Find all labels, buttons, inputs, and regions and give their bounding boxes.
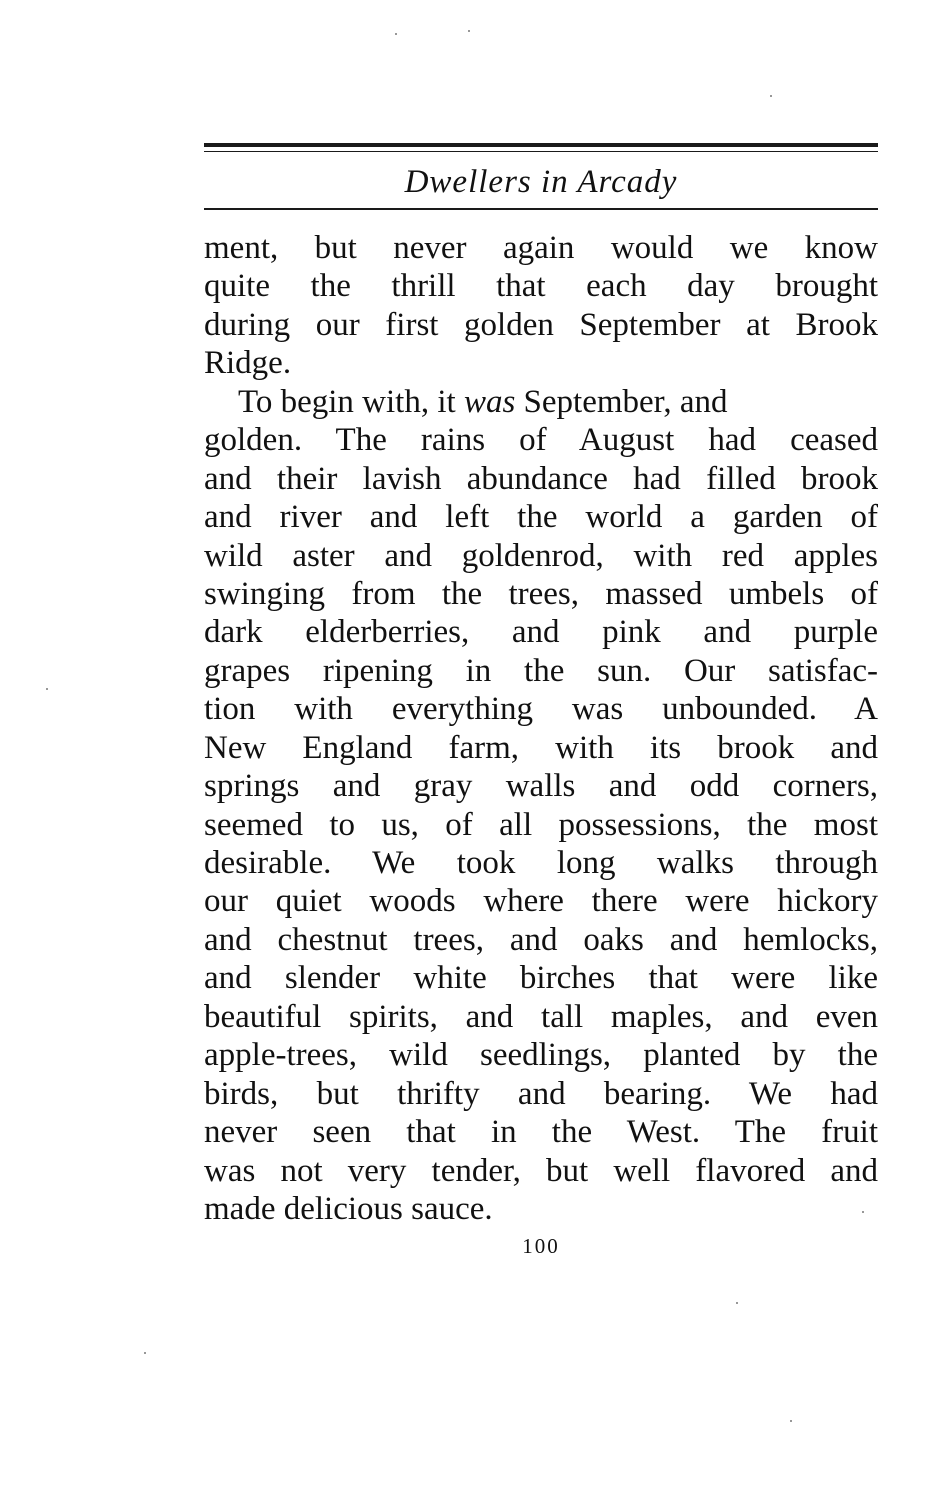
text-line: beautiful spirits, and tall maples, and even [204,998,878,1035]
text-line: birds, but thrifty and bearing. We had [204,1075,878,1112]
text-line: desirable. We took long walks through [204,845,878,881]
text-segment: To begin with, it [238,383,464,420]
body-text [204,229,878,1228]
text-line: ment, but never again would we know [204,230,878,266]
text-line: wild aster and goldenrod, with red apples [204,537,878,574]
text-line: Ridge. [204,345,292,382]
text-line: apple-trees, wild seedlings, planted by the [204,1037,878,1074]
running-head: Dwellers in Arcady [404,164,678,200]
scan-speck [468,30,470,32]
paragraph-first-line [204,383,878,421]
scan-speck [144,1352,146,1354]
scan-speck [790,1420,792,1422]
text-line: seemed to us, of all possessions, the most [204,806,878,843]
text-line: was not very tender, but well flavored and [204,1152,878,1189]
text-line: quite the thrill that each day brought [204,268,878,305]
text-line: tion with everything was unbounded. A [204,691,878,728]
header-rule-thin [204,151,878,152]
text-line: and their lavish abundance had filled brook [204,460,878,497]
header-rule-thick [204,143,878,147]
header-rule-bottom [204,208,878,210]
scan-speck [395,33,397,35]
text-line: dark elderberries, and pink and purple [204,614,878,651]
scan-speck [862,1211,864,1213]
text-line: made delicious sauce. [204,1190,493,1227]
text-line: never seen that in the West. The fruit [204,1114,878,1151]
text-line: our quiet woods where there were hickory [204,883,878,920]
emphasis-text: was [463,383,516,420]
scan-speck [46,688,48,690]
text-line: grapes ripening in the sun. Our satisfac- [204,652,878,689]
text-line: golden. The rains of August had ceased [204,422,878,459]
text-line: and slender white birches that were like [204,960,878,997]
text-line: springs and gray walls and odd corners, [204,768,878,805]
text-line: during our first golden September at Brook [204,306,878,343]
text-line: New England farm, with its brook and [204,729,878,766]
text-line: swinging from the trees, massed umbels of [204,575,878,612]
text-line: and chestnut trees, and oaks and hemlocks, [204,921,878,958]
page-number: 100 [522,1234,560,1258]
text-line: and river and left the world a garden of [204,499,878,536]
text-segment: September, and [515,383,728,420]
scan-speck [770,95,772,97]
scan-speck [736,1302,738,1304]
